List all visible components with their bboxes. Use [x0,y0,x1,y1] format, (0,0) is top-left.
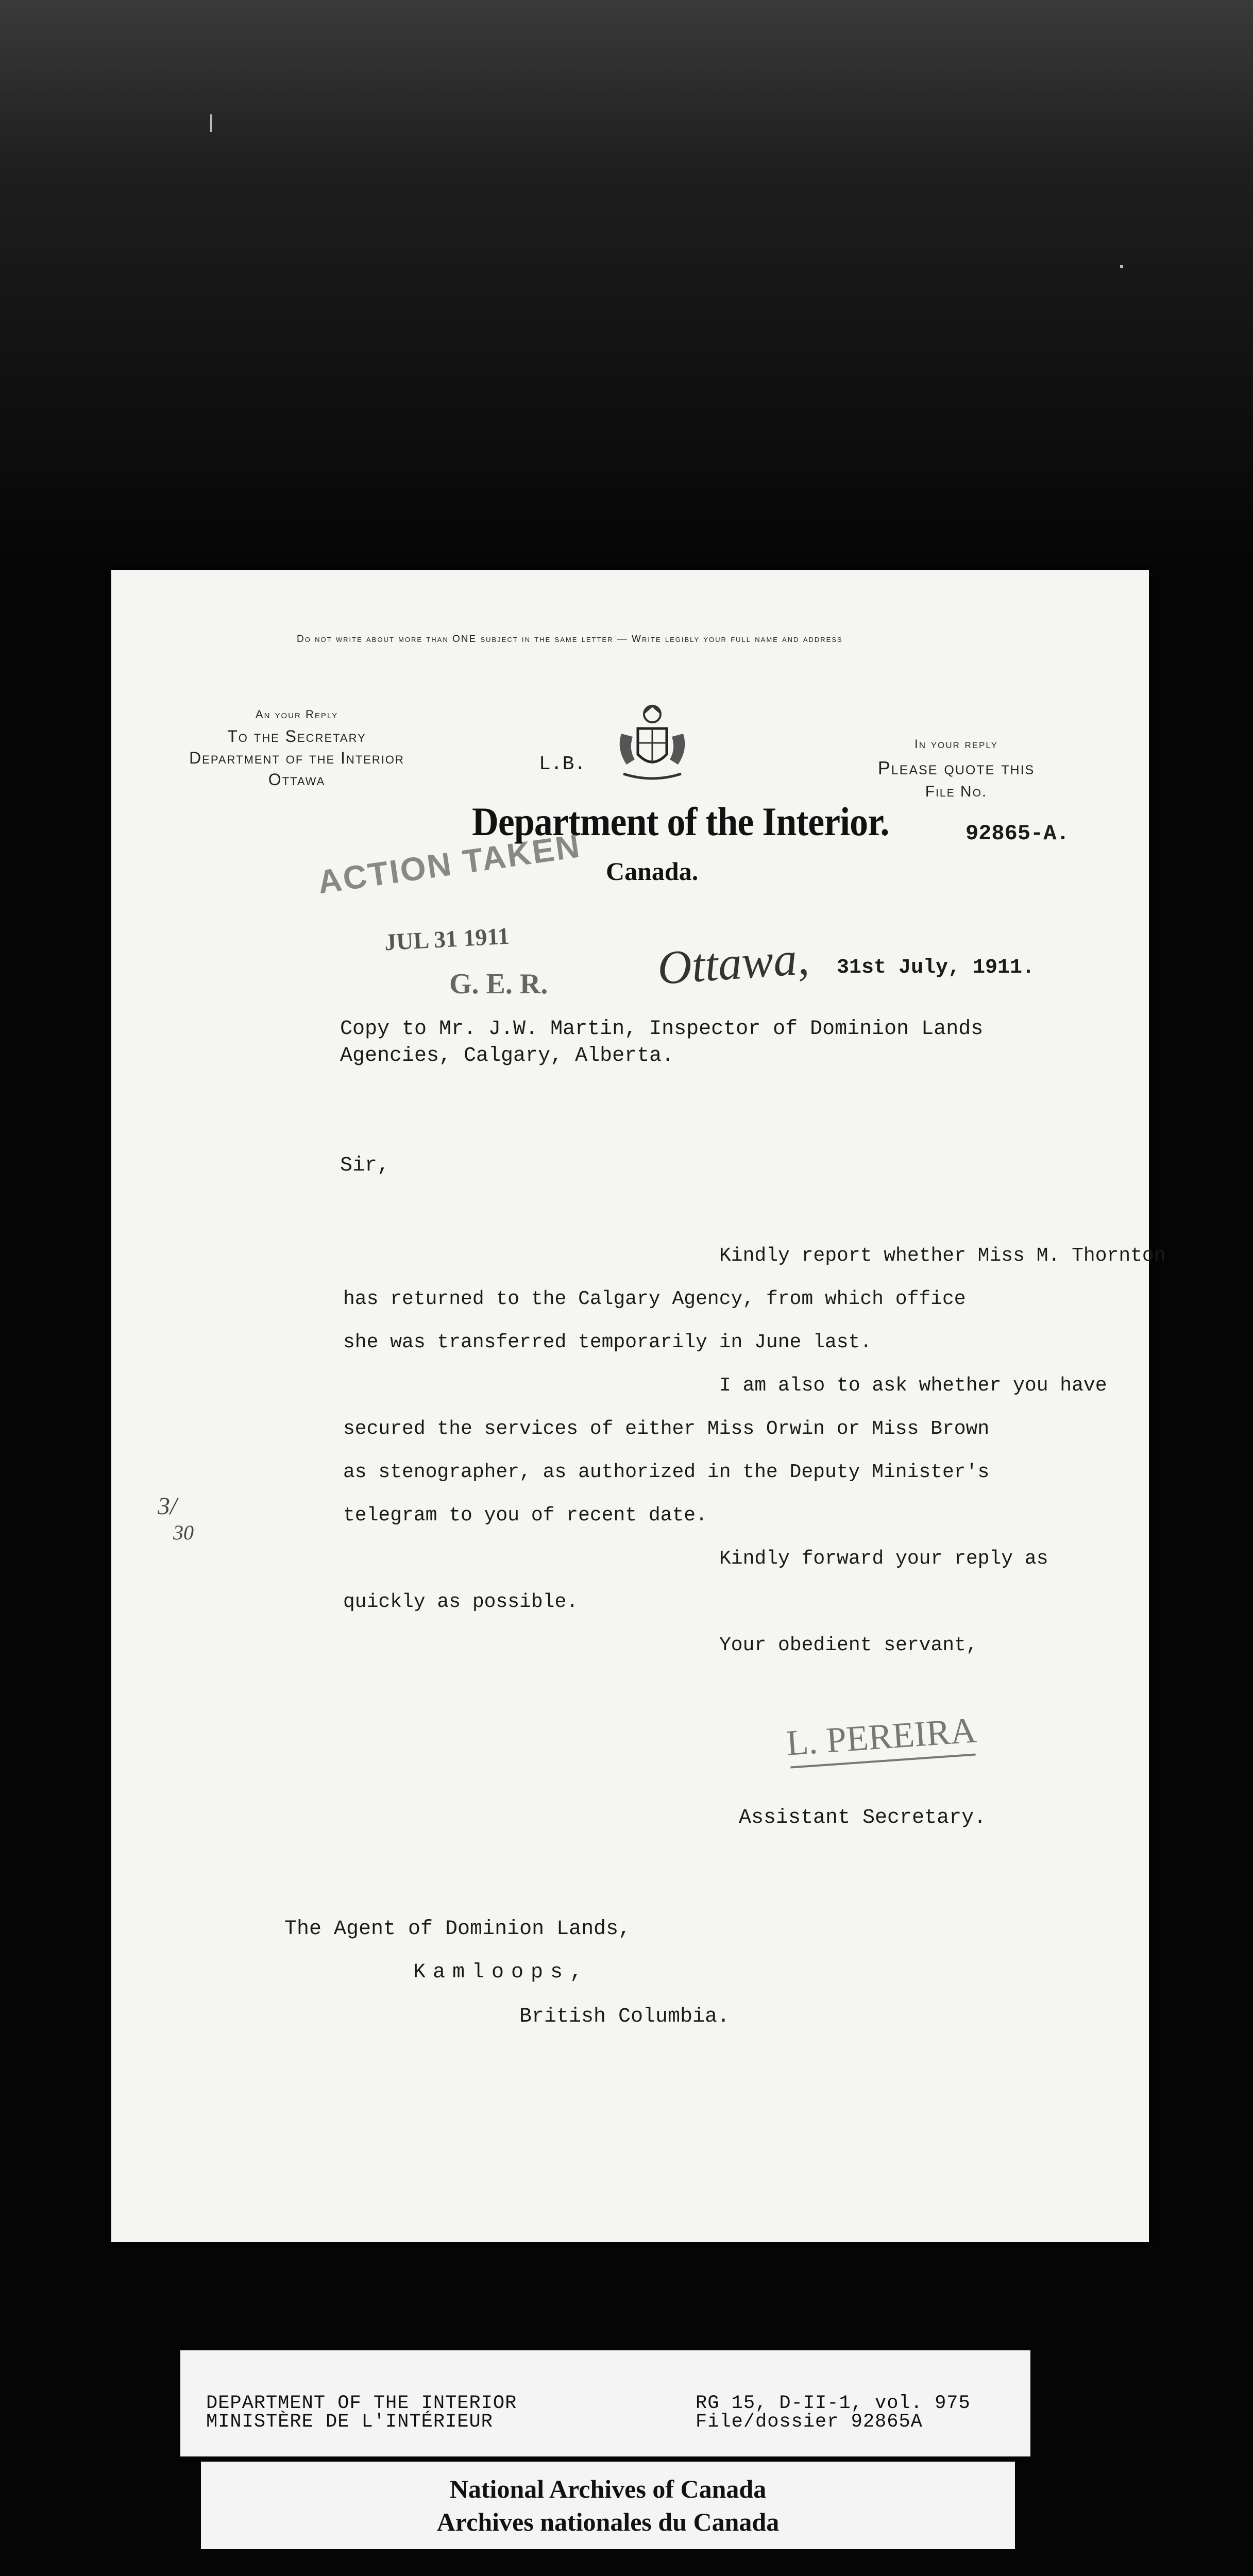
letter-page [111,570,1166,2242]
scan-background-top [0,0,1253,577]
archive-record-group: RG 15, D-II-1, vol. 975 [696,2393,971,2414]
lb-reference: L.B. [539,753,586,775]
salutation: Sir, [340,1154,390,1177]
action-taken-stamp: ACTION TAKEN [315,827,583,901]
margin-annotation [158,1492,194,1545]
stamp-date: JUL 31 1911 [383,922,510,956]
reply-address-block [163,704,431,790]
letterhead-notice: Do not write about more than ONE subject in the same letter — Write legibly your full name and address [297,634,843,645]
department-title: Department of the Interior. [472,799,889,844]
quote-line: Please quote this [877,757,1035,778]
institution-label [201,2462,1015,2549]
copy-to-line: Agencies, Calgary, Alberta. [340,1044,674,1067]
body-line: Kindly report whether Miss M. Thornton [719,1245,1166,1267]
address-line: The Agent of Dominion Lands, [284,1918,631,1941]
archive-dept-en: DEPARTMENT OF THE INTERIOR [206,2393,517,2414]
body-line: secured the services of either Miss Orwin or Miss Brown [343,1418,990,1440]
address-line: British Columbia. [519,2005,730,2028]
copy-to-note [340,1016,983,1070]
body-line: quickly as possible. [343,1591,579,1613]
dust-speck [210,114,212,132]
body-line: telegram to you of recent date. [343,1504,707,1527]
signer-title: Assistant Secretary. [739,1806,987,1829]
address-line: Kamloops, [413,1961,590,1984]
reply-line: Department of the Interior [189,749,404,767]
institution-name-fr: Archives nationales du Canada [436,2507,780,2536]
copy-to-line: Copy to Mr. J.W. Martin, Inspector of Dominion Lands [340,1018,984,1041]
initials-stamp: G. E. R. [449,968,548,1000]
margin-annotation-top: 3/ [158,1493,177,1520]
institution-name-en: National Archives of Canada [449,2475,767,2503]
reply-line: Ottawa [268,770,326,789]
body-line: as stenographer, as authorized in the Deputy Minister's [343,1461,990,1483]
reply-line: An your Reply [255,708,338,721]
archive-reference-label [180,2350,1030,2456]
archive-file-number: File/dossier 92865A [696,2411,923,2433]
quote-line: File No. [925,783,988,800]
archive-dept-fr: MINISTÈRE DE L'INTÉRIEUR [206,2411,493,2433]
royal-coat-of-arms-icon [606,703,699,785]
quote-file-block [843,733,1070,804]
letter-date: 31st July, 1911. [837,956,1035,979]
body-line: I am also to ask whether you have [719,1375,1107,1397]
place-line: Ottawa, [655,931,811,995]
file-number: 92865-A. [966,821,1070,846]
closing-line: Your obedient servant, [719,1634,978,1656]
body-line: she was transferred temporarily in June last. [343,1331,872,1353]
signature-stamp: L. PEREIRA [785,1710,978,1764]
margin-annotation-bottom: 30 [173,1521,194,1544]
dust-speck [1120,265,1123,268]
body-line: has returned to the Calgary Agency, from which office [343,1288,966,1310]
country-subtitle: Canada. [606,857,699,886]
letter-body [343,1234,1166,1667]
quote-line: In your reply [915,737,998,751]
reply-line: To the Secretary [227,727,366,745]
body-line: Kindly forward your reply as [719,1548,1048,1570]
